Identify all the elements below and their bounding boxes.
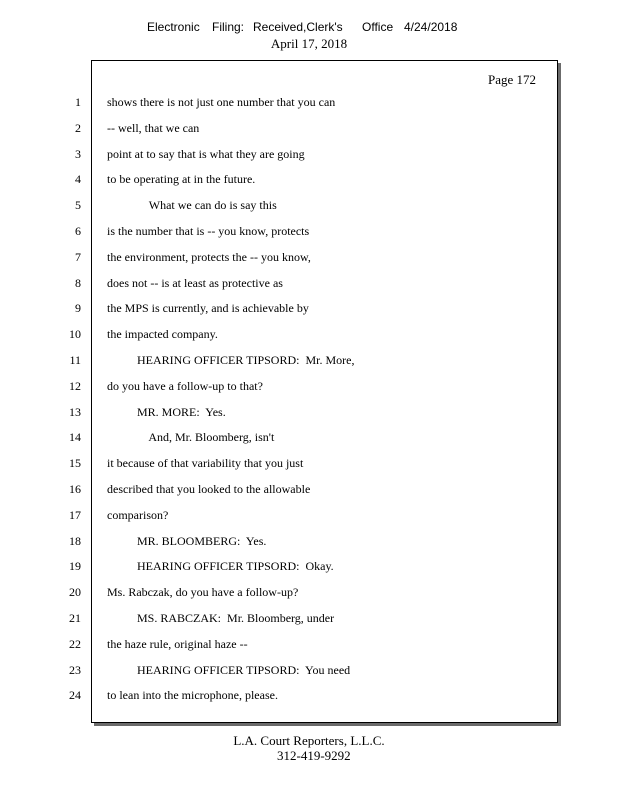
transcript-line: it because of that variability that you just — [107, 456, 304, 471]
transcript-line: What we can do is say this — [107, 198, 277, 213]
transcript-line: is the number that is -- you know, protects — [107, 223, 310, 238]
line-number: 20 — [69, 585, 81, 600]
line-number: 5 — [75, 198, 81, 213]
line-number: 11 — [69, 352, 81, 367]
page-number: Page 172 — [487, 72, 536, 87]
line-number: 16 — [69, 481, 81, 496]
transcript-line: MR. BLOOMBERG: Yes. — [107, 533, 267, 548]
transcript-line: the environment, protects the -- you know, — [107, 249, 311, 264]
transcript-line: shows there is not just one number that you can — [107, 95, 336, 109]
transcript-line: MR. MORE: Yes. — [107, 404, 226, 419]
line-number: 10 — [69, 327, 81, 342]
transcript-line: comparison? — [107, 507, 169, 522]
transcript-line: do you have a follow-up to that? — [107, 378, 263, 393]
transcript-line: the MPS is currently, and is achievable by — [107, 301, 309, 316]
transcript-line: described that you looked to the allowable — [107, 481, 311, 496]
line-number: 14 — [69, 430, 81, 445]
transcript-line: And, Mr. Bloomberg, isn't — [107, 430, 275, 445]
line-number: 22 — [69, 636, 81, 651]
line-number: 23 — [69, 662, 81, 677]
transcript-line: Ms. Rabczak, do you have a follow-up? — [107, 585, 299, 600]
transcript-line: MS. RABCZAK: Mr. Bloomberg, under — [107, 610, 335, 625]
line-number: 12 — [69, 378, 81, 393]
line-number: 21 — [69, 610, 81, 625]
line-number: 13 — [69, 404, 81, 419]
line-number: 4 — [75, 172, 81, 187]
stamp-electronic: Electronic — [147, 20, 200, 34]
transcript-line: to be operating at in the future. — [107, 172, 256, 187]
stamp-received-clerks: Received,Clerk's — [253, 20, 343, 34]
stamp-filing: Filing: — [212, 20, 245, 34]
filed-date: April 17, 2018 — [270, 36, 348, 51]
transcript-line: HEARING OFFICER TIPSORD: Mr. More, — [107, 352, 355, 367]
transcript-line: -- well, that we can — [107, 120, 200, 135]
line-number: 17 — [69, 507, 81, 522]
line-number: 8 — [75, 275, 81, 290]
transcript-line: point at to say that is what they are going — [107, 146, 305, 161]
line-number: 19 — [69, 559, 81, 574]
transcript-line: the impacted company. — [107, 327, 218, 342]
stamp-office: Office — [362, 20, 394, 34]
line-number: 24 — [69, 688, 81, 703]
line-number: 6 — [75, 223, 81, 238]
line-number: 1 — [75, 95, 81, 109]
footer-phone: 312-419-9292 — [277, 748, 351, 763]
line-number: 9 — [75, 301, 81, 316]
transcript-line: does not -- is at least as protective as — [107, 275, 283, 290]
line-number: 18 — [69, 533, 81, 548]
line-number-column — [0, 95, 81, 714]
transcript-line: to lean into the microphone, please. — [107, 688, 278, 703]
transcript-line: HEARING OFFICER TIPSORD: You need — [107, 662, 351, 677]
line-number: 3 — [75, 146, 81, 161]
stamp-date: 4/24/2018 — [404, 20, 458, 34]
transcript-line: HEARING OFFICER TIPSORD: Okay. — [107, 559, 334, 574]
line-number: 7 — [75, 249, 81, 264]
transcript-line: the haze rule, original haze -- — [107, 636, 248, 651]
footer-company: L.A. Court Reporters, L.L.C. — [233, 733, 385, 748]
line-number: 2 — [75, 120, 81, 135]
transcript-text — [107, 95, 547, 714]
line-number: 15 — [69, 456, 81, 471]
